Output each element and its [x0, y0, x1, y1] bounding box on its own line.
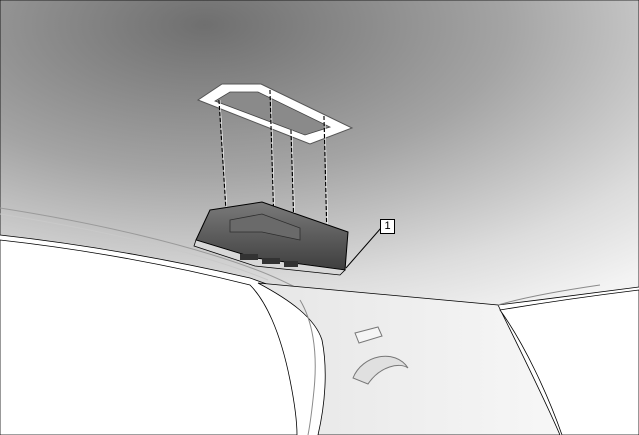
callout-1-label: 1	[380, 219, 395, 234]
